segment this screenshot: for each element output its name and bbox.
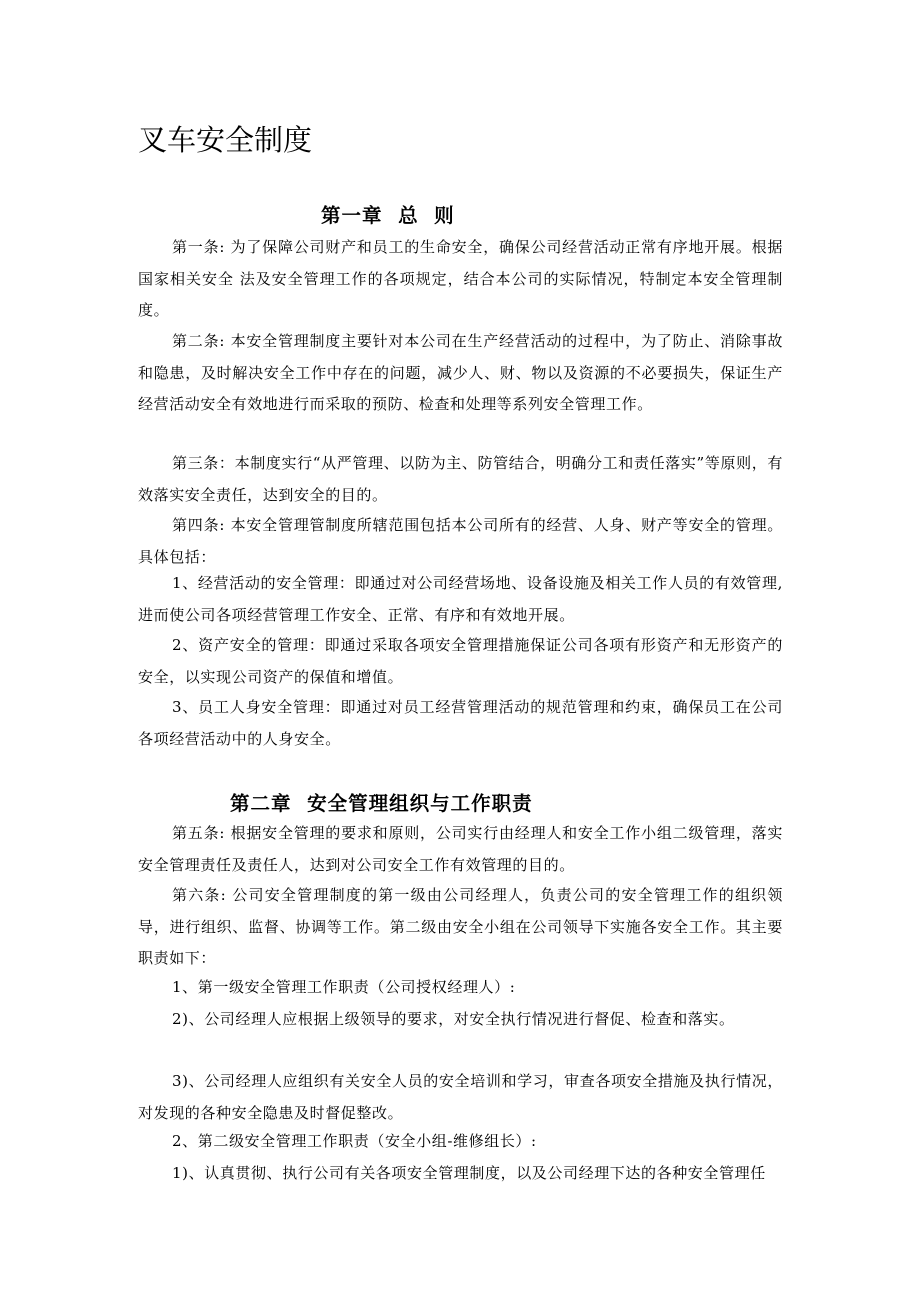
paragraph: 2)、公司经理人应根据上级领导的要求，对安全执行情况进行督促、检查和落实。	[172, 1010, 735, 1028]
paragraph: 第二条: 本安全管理制度主要针对本公司在生产经营活动的过程中，为了防止、消除事故和隐患，及时解决安全工作中存在的问题，减少人、财、物以及资源的不必要损失，保证生产经营活动安全有效地进行而采取的预防、检查和处理等系列安全管理工作。	[138, 332, 783, 414]
paragraph: 第五条: 根据安全管理的要求和原则，公司实行由经理人和安全工作小组二级管理，落实安全管理责任及责任人，达到对公司安全工作有效管理的目的。	[138, 824, 783, 874]
paragraph: 3)、公司经理人应组织有关安全人员的安全培训和学习，审查各项安全措施及执行情况，对发现的各种安全隐患及时督促整改。	[138, 1072, 783, 1122]
paragraph: 2、资产安全的管理：即通过采取各项安全管理措施保证公司各项有形资产和无形资产的安全，以实现公司资产的保值和增值。	[138, 636, 783, 686]
paragraph: 第一条: 为了保障公司财产和员工的生命安全，确保公司经营活动正常有序地开展。根据国家相关安全 法及安全管理工作的各项规定，结合本公司的实际情况，特制定本安全管理制度。	[138, 238, 783, 320]
paragraph: 第四条: 本安全管理管制度所辖范围包括本公司所有的经营、人身、财产等安全的管理。具体包括：	[138, 516, 783, 566]
paragraph: 2、第二级安全管理工作职责（安全小组-维修组长）:	[172, 1132, 537, 1150]
paragraph: 1)、认真贯彻、执行公司有关各项安全管理制度，以及公司经理下达的各种安全管理任	[172, 1164, 766, 1182]
paragraph: 第三条：本制度实行“从严管理、以防为主、防管结合，明确分工和责任落实”等原则，有效落实安全责任，达到安全的目的。	[138, 454, 783, 504]
paragraph: 第六条: 公司安全管理制度的第一级由公司经理人，负责公司的安全管理工作的组织领导，进行组织、监督、协调等工作。第二级由安全小组在公司领导下实施各安全工作。其主要职责如下：	[138, 886, 783, 968]
chapter-heading: 第二章 安全管理组织与工作职责	[230, 792, 533, 815]
chapter-heading: 第一章 总 则	[321, 204, 455, 227]
paragraph: 1、第一级安全管理工作职责（公司授权经理人）:	[172, 978, 516, 996]
paragraph: 1、经营活动的安全管理：即通过对公司经营场地、设备设施及相关工作人员的有效管理,进而使公司各项经营管理工作安全、正常、有序和有效地开展。	[138, 574, 783, 624]
paragraph: 3、员工人身安全管理：即通过对员工经营管理活动的规范管理和约束，确保员工在公司各项经营活动中的人身安全。	[138, 698, 783, 748]
document-title: 叉车安全制度	[138, 123, 313, 157]
